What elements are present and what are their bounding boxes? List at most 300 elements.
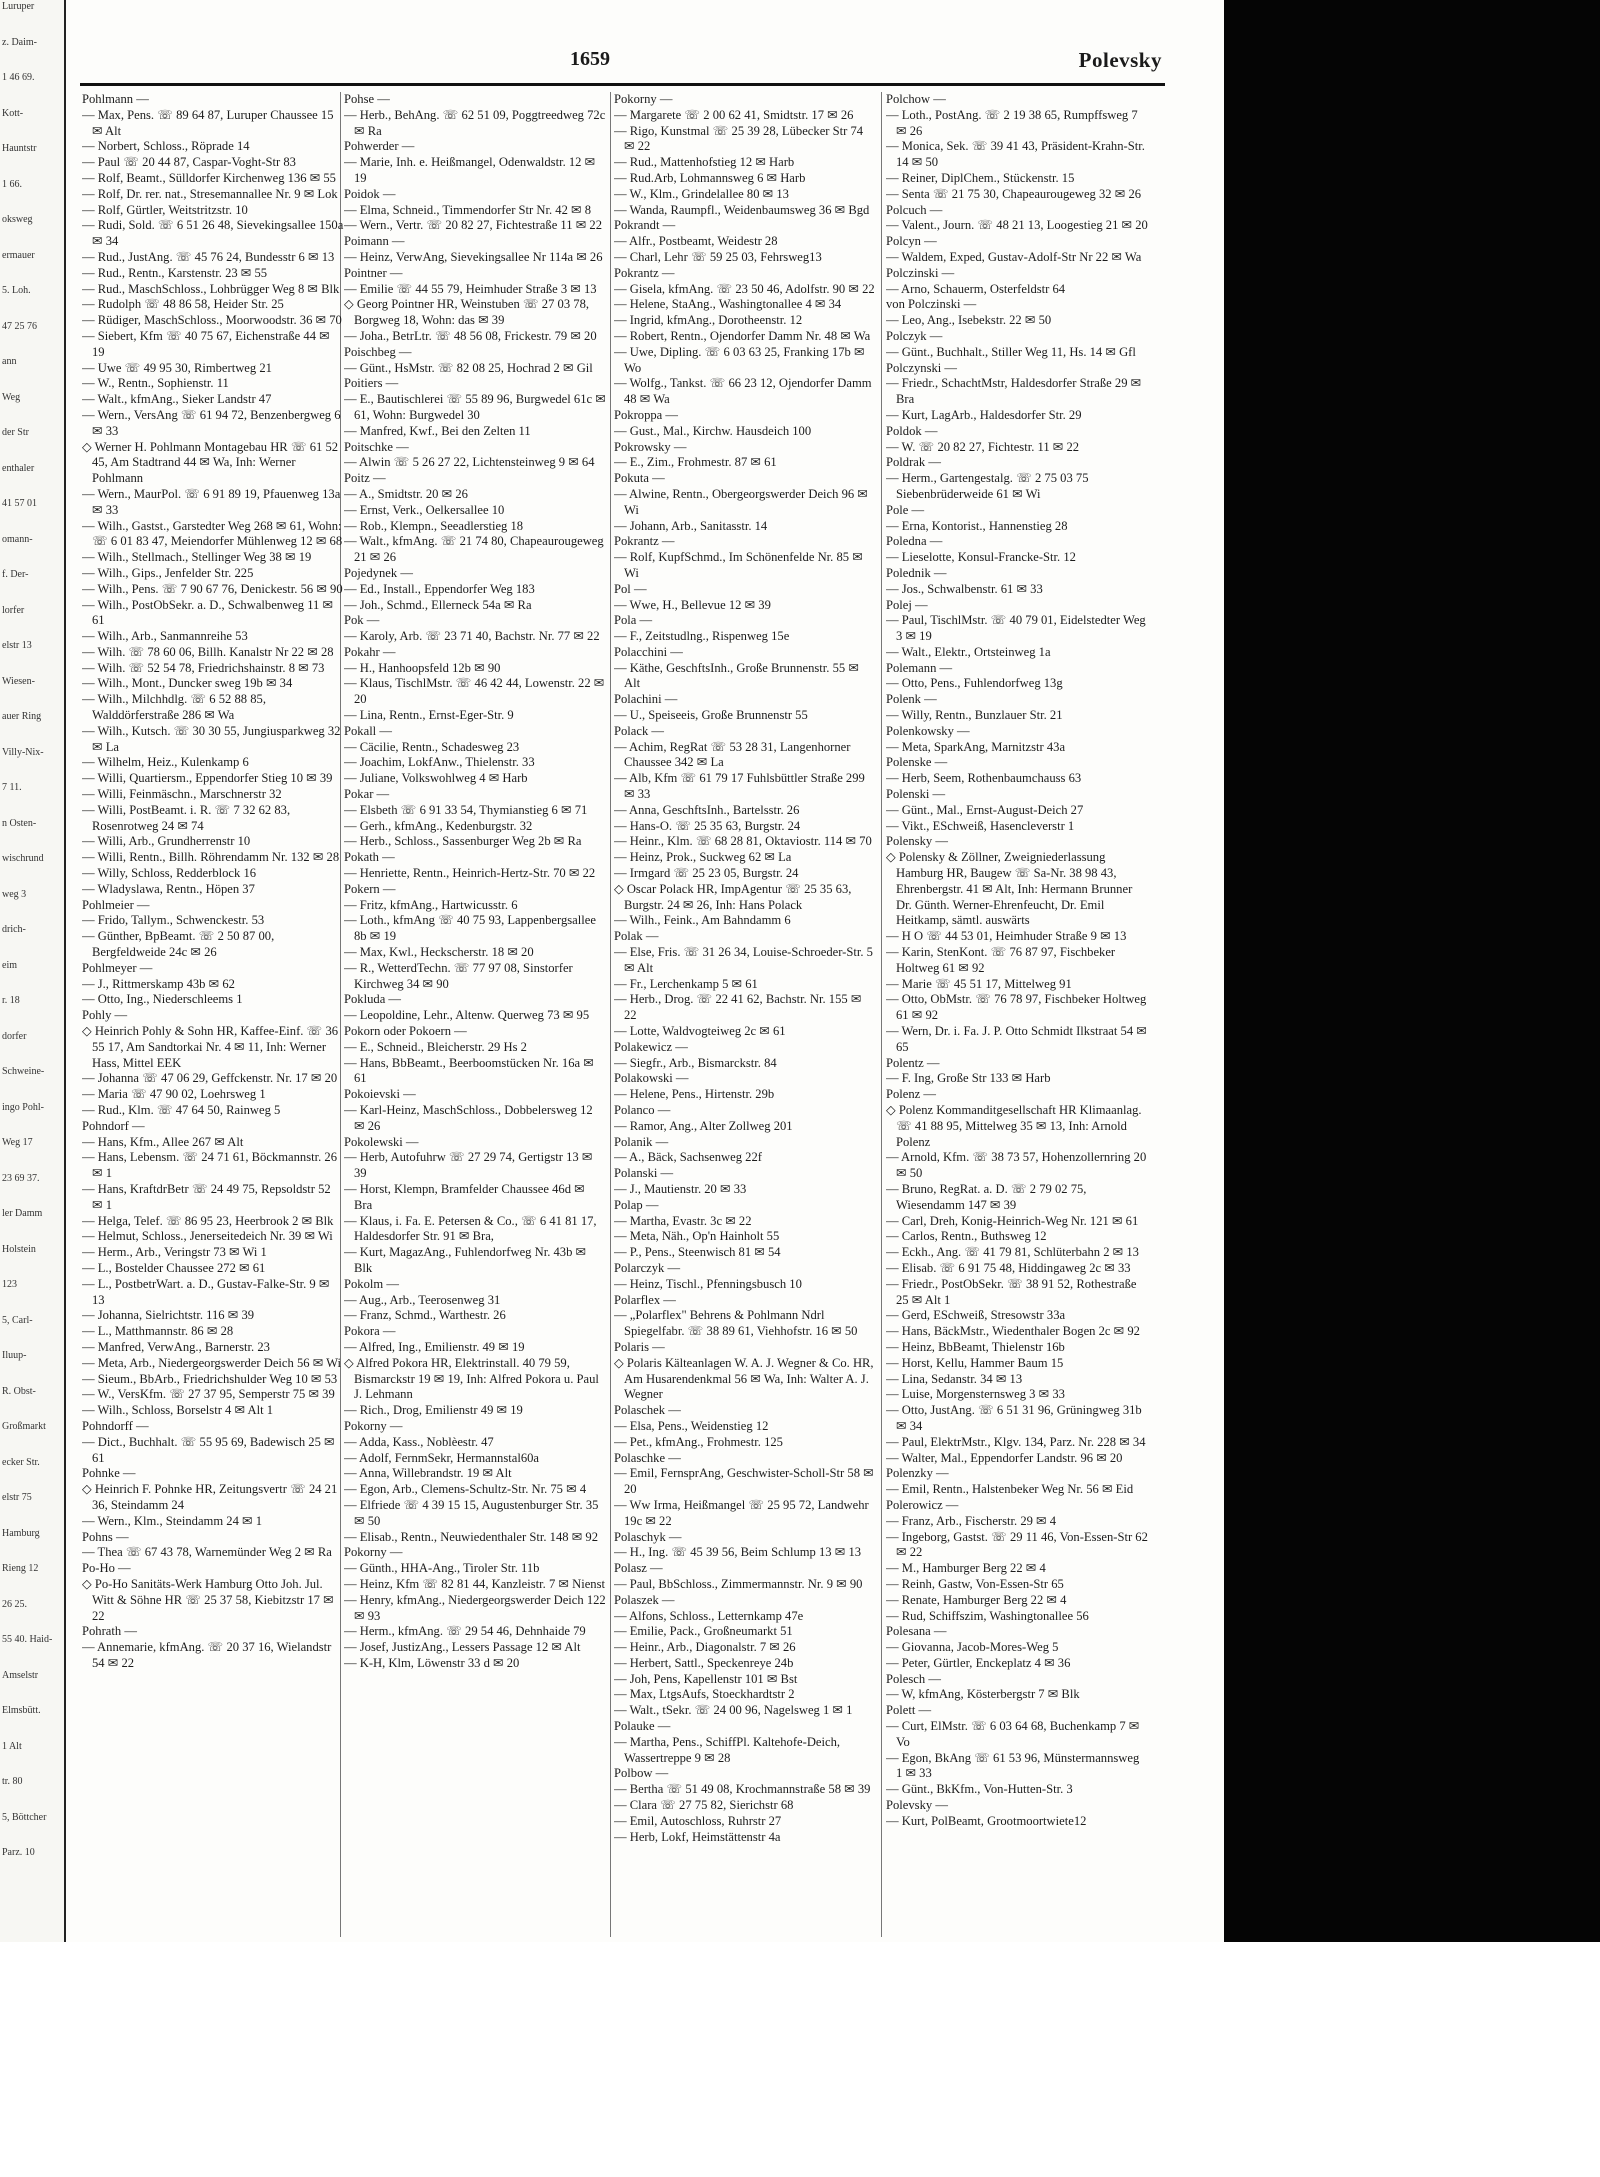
surname-heading: Pokrantz — bbox=[614, 534, 675, 549]
surname-heading: Polak — bbox=[614, 929, 659, 944]
directory-entry: — Wilh., Schloss, Borselstr 4 ✉ Alt 1 bbox=[82, 1403, 274, 1418]
directory-entry: — Curt, ElMstr. ☏ 6 03 64 68, Buchenkamp 7 ✉ Vo bbox=[886, 1719, 1140, 1749]
directory-entry: — Siegfr., Arb., Bismarckstr. 84 bbox=[614, 1055, 777, 1070]
directory-entry: — Otto, Ing., Niederschleems 1 bbox=[82, 992, 243, 1007]
surname-heading: Pol — bbox=[614, 581, 647, 596]
facing-page-fragment: Hauntstr bbox=[2, 143, 37, 154]
directory-entry: — Meta, Näh., Op'n Hainholt 55 bbox=[614, 1229, 780, 1244]
facing-page-fragment: f. Der- bbox=[2, 569, 29, 580]
directory-entry: — Jos., Schwalbenstr. 61 ✉ 33 bbox=[886, 581, 1043, 596]
directory-entry: — Otto, JustAng. ☏ 6 51 31 96, Grüningweg 31b ✉ 34 bbox=[886, 1403, 1142, 1433]
directory-entry: — Klaus, TischlMstr. ☏ 46 42 44, Lowenstr. 22 ✉ 20 bbox=[344, 676, 605, 707]
surname-heading: Polakewicz — bbox=[614, 1039, 688, 1054]
directory-entry: — Eckh., Ang. ☏ 41 79 81, Schlüterbahn 2 ✉ 13 bbox=[886, 1245, 1139, 1260]
directory-entry: ◇ Polenz Kommanditgesellschaft HR Klimaanlag. ☏ 41 88 95, Mittelweg 35 ✉ 13, Inh: Arnold Polenz bbox=[886, 1103, 1142, 1149]
directory-entry: — Rud, Schiffszim, Washingtonallee 56 bbox=[886, 1608, 1089, 1623]
surname-heading: Polakowski — bbox=[614, 1071, 689, 1086]
directory-entry: — Wilh. ☏ 78 60 06, Billh. Kanalstr Nr 22 ✉ 28 bbox=[82, 644, 334, 659]
directory-entry: — E., Zim., Frohmestr. 87 ✉ 61 bbox=[614, 455, 777, 470]
directory-entry: — Günt., HsMstr. ☏ 82 08 25, Hochrad 2 ✉ Gil bbox=[344, 360, 593, 375]
directory-entry: — Gust., Mal., Kirchw. Hausdeich 100 bbox=[614, 423, 812, 438]
facing-page-fragment: weg 3 bbox=[2, 888, 27, 900]
facing-page-fragment: Kott- bbox=[2, 107, 24, 119]
surname-heading: Poledna — bbox=[886, 534, 943, 549]
directory-entry: — Herb., BehAng. ☏ 62 51 09, Poggtreedweg 72c ✉ Ra bbox=[344, 107, 606, 138]
facing-page-fragment: 7 11. bbox=[2, 782, 22, 793]
directory-entry: — Otto, ObMstr. ☏ 76 78 97, Fischbeker Holtweg 61 ✉ 92 bbox=[886, 992, 1147, 1023]
directory-entry: — Friedr., SchachtMstr, Haldesdorfer Straße 29 ✉ Bra bbox=[886, 376, 1142, 407]
directory-entry: — U., Speiseeis, Große Brunnenstr 55 bbox=[614, 708, 808, 723]
directory-entry: — Achim, RegRat ☏ 53 28 31, Langenhorner Chaussee 342 ✉ La bbox=[614, 739, 851, 770]
directory-entry: — Robert, Rentn., Ojendorfer Damm Nr. 48 ✉ Wa bbox=[614, 328, 871, 343]
directory-entry: — Johanna ☏ 47 06 29, Geffckenstr. Nr. 17 ✉ 20 bbox=[82, 1071, 338, 1086]
directory-entry: — Wern., Vertr. ☏ 20 82 27, Fichtestraße 11 ✉ 22 bbox=[344, 218, 603, 233]
directory-entry: — K-H, Klm, Löwenstr 33 d ✉ 20 bbox=[344, 1655, 520, 1670]
directory-entry: — A., Bäck, Sachsenweg 22f bbox=[614, 1150, 762, 1165]
facing-page-fragment: Weg bbox=[2, 391, 21, 403]
directory-entry: — J., Rittmerskamp 43b ✉ 62 bbox=[82, 976, 235, 991]
directory-entry: — Lieselotte, Konsul-Francke-Str. 12 bbox=[886, 550, 1076, 565]
directory-entry: — Hans, Kfm., Allee 267 ✉ Alt bbox=[82, 1134, 244, 1149]
directory-entry: — Herb, Lokf, Heimstättenstr 4a bbox=[614, 1829, 781, 1844]
directory-entry: — Wilh., Gips., Jenfelder Str. 225 bbox=[82, 565, 254, 580]
directory-entry: — Emilie, Pack., Großneumarkt 51 bbox=[614, 1624, 793, 1639]
directory-entry: — Arnold, Kfm. ☏ 38 73 57, Hohenzollernring 20 ✉ 50 bbox=[886, 1150, 1147, 1181]
directory-entry: — Egon, Arb., Clemens-Schultz-Str. Nr. 75 ✉ 4 bbox=[344, 1482, 587, 1497]
directory-entry: — Wwe, H., Bellevue 12 ✉ 39 bbox=[614, 597, 771, 612]
surname-heading: Pojedynek — bbox=[344, 565, 413, 580]
directory-entry: ◇ Polensky & Zöllner, Zweigniederlassung Hamburg HR, Baugew ☏ Sa-Nr. 38 98 43, Ehrenbergstr. 41 ✉ Alt, Inh: Hermann Brunner Dr. Günth. Werner-Ehrenfeucht, Dr. Emil Heitkamp, sämtl. auswärts bbox=[886, 850, 1133, 928]
surname-heading: Pokrandt — bbox=[614, 218, 676, 233]
surname-heading: Pokall — bbox=[344, 723, 392, 738]
facing-page-fragment: Weg 17 bbox=[2, 1137, 33, 1148]
surname-heading: Polacchini — bbox=[614, 644, 683, 659]
surname-heading: Polczinski — bbox=[886, 265, 955, 280]
surname-heading: Pohlmann — bbox=[82, 92, 149, 106]
surname-heading: Pointner — bbox=[344, 265, 403, 280]
directory-entry: — Rolf, KupfSchmd., Im Schönenfelde Nr. 85 ✉ Wi bbox=[614, 550, 863, 580]
surname-heading: Pokahr — bbox=[344, 644, 396, 659]
facing-page-fragment: 55 40. Haid- bbox=[2, 1634, 53, 1645]
directory-column-2 bbox=[344, 92, 606, 1940]
directory-entry: — Herm., Arb., Veringstr 73 ✉ Wi 1 bbox=[82, 1245, 267, 1260]
directory-entry: — Wilh. ☏ 52 54 78, Friedrichshainstr. 8 ✉ 73 bbox=[82, 660, 325, 675]
directory-entry: — Rud., JustAng. ☏ 45 76 24, Bundesstr 6 ✉ 13 bbox=[82, 249, 335, 264]
directory-entry: — Manfred, VerwAng., Barnerstr. 23 bbox=[82, 1339, 270, 1354]
directory-entry: — Cäcilie, Rentn., Schadesweg 23 bbox=[344, 739, 520, 754]
directory-entry: — Adda, Kass., Noblèestr. 47 bbox=[344, 1434, 494, 1449]
directory-entry: — Wanda, Raumpfl., Weidenbaumsweg 36 ✉ Bgd bbox=[614, 202, 870, 217]
directory-entry: — Dict., Buchhalt. ☏ 55 95 69, Badewisch 25 ✉ 61 bbox=[82, 1434, 335, 1465]
facing-page-fragment: 5, Carl- bbox=[2, 1314, 33, 1326]
directory-entry: — Reinh, Gastw, Von-Essen-Str 65 bbox=[886, 1576, 1064, 1591]
directory-entry: ◇ Werner H. Pohlmann Montagebau HR ☏ 61 52 45, Am Stadtrand 44 ✉ Wa, Inh: Werner Pohlmann bbox=[82, 439, 339, 486]
directory-entry: — Monica, Sek. ☏ 39 41 43, Präsident-Krahn-Str. 14 ✉ 50 bbox=[886, 139, 1145, 170]
directory-entry: — Gerd, ESchweiß, Stresowstr 33a bbox=[886, 1308, 1066, 1323]
directory-entry: — Günt., Mal., Ernst-August-Deich 27 bbox=[886, 802, 1084, 817]
surname-heading: Polanik — bbox=[614, 1134, 669, 1149]
directory-entry: — Margarete ☏ 2 00 62 41, Smidtstr. 17 ✉ 26 bbox=[614, 107, 854, 122]
directory-entry: — Elsa, Pens., Weidenstieg 12 bbox=[614, 1418, 769, 1433]
directory-entry: — Helene, Pens., Hirtenstr. 29b bbox=[614, 1087, 775, 1102]
surname-heading: Pokora — bbox=[344, 1324, 396, 1339]
directory-entry: — Hans, BäckMstr., Wiedenthaler Bogen 2c ✉ 92 bbox=[886, 1324, 1140, 1339]
directory-entry: — Kurt, MagazAng., Fuhlendorfweg Nr. 43b ✉ Blk bbox=[344, 1245, 587, 1275]
directory-entry: — Senta ☏ 21 75 30, Chapeaurougeweg 32 ✉ 26 bbox=[886, 186, 1142, 201]
directory-entry: — Herm., kfmAng. ☏ 29 54 46, Dehnhaide 79 bbox=[344, 1624, 586, 1639]
directory-entry: — Else, Fris. ☏ 31 26 34, Louise-Schroeder-Str. 5 ✉ Alt bbox=[614, 945, 873, 975]
column-divider bbox=[610, 92, 611, 1937]
surname-heading: Pokorny — bbox=[344, 1545, 403, 1560]
surname-heading: von Polczinski — bbox=[886, 297, 977, 312]
directory-entry: — Rolf, Beamt., Sülldorfer Kirchenweg 136 ✉ 55 bbox=[82, 170, 336, 185]
facing-page-fragment: tr. 80 bbox=[2, 1776, 23, 1787]
directory-entry: — Elfriede ☏ 4 39 15 15, Augustenburger Str. 35 ✉ 50 bbox=[344, 1497, 599, 1528]
surname-heading: Pohndorf — bbox=[82, 1118, 145, 1133]
directory-entry: — Alfred, Ing., Emilienstr. 49 ✉ 19 bbox=[344, 1339, 525, 1354]
directory-entry: — Günt., Buchhalt., Stiller Weg 11, Hs. 14 ✉ Gfl bbox=[886, 344, 1136, 359]
surname-heading: Polbow — bbox=[614, 1766, 669, 1781]
facing-page-strip bbox=[0, 0, 66, 1942]
directory-entry: — Wilhelm, Heiz., Kulenkamp 6 bbox=[82, 755, 249, 770]
surname-heading: Polaschek — bbox=[614, 1403, 681, 1418]
facing-page-fragment: ler Damm bbox=[2, 1208, 43, 1219]
facing-page-fragment: r. 18 bbox=[2, 995, 20, 1006]
directory-entry: — Luise, Morgensternsweg 3 ✉ 33 bbox=[886, 1387, 1065, 1402]
directory-entry: — Alfons, Schloss., Letternkamp 47e bbox=[614, 1608, 804, 1623]
facing-page-fragment: elstr 75 bbox=[2, 1492, 32, 1503]
directory-entry: — Fr., Lerchenkamp 5 ✉ 61 bbox=[614, 976, 758, 991]
directory-entry: — Franz, Arb., Fischerstr. 29 ✉ 4 bbox=[886, 1513, 1057, 1528]
facing-page-fragment: lorfer bbox=[2, 604, 25, 616]
directory-entry: — Martha, Evastr. 3c ✉ 22 bbox=[614, 1213, 752, 1228]
directory-column-4 bbox=[886, 92, 1148, 1940]
facing-page-fragment: z. Daim- bbox=[2, 36, 37, 48]
page-number: 1659 bbox=[570, 48, 610, 70]
directory-entry: — Valent., Journ. ☏ 48 21 13, Loogestieg 21 ✉ 20 bbox=[886, 218, 1148, 233]
directory-entry: — Charl, Lehr ☏ 59 25 03, Fehrsweg13 bbox=[614, 249, 822, 264]
directory-entry: — Anna, Willebrandstr. 19 ✉ Alt bbox=[344, 1466, 512, 1481]
directory-entry: — Anna, GeschftsInh., Bartelsstr. 26 bbox=[614, 802, 800, 817]
directory-entry: — Fritz, kfmAng., Hartwicusstr. 6 bbox=[344, 897, 518, 912]
facing-page-fragment: R. Obst- bbox=[2, 1385, 36, 1397]
directory-entry: — Max, LtgsAufs, Stoeckhardtstr 2 bbox=[614, 1687, 795, 1702]
surname-heading: Poischbeg — bbox=[344, 344, 412, 359]
facing-page-fragment: drich- bbox=[2, 924, 26, 935]
directory-entry: ◇ Alfred Pokora HR, Elektrinstall. 40 79 59, Bismarckstr 19 ✉ 19, Inh: Alfred Pokora u. Paul J. Lehmann bbox=[344, 1355, 599, 1402]
directory-entry: ◇ Po-Ho Sanitäts-Werk Hamburg Otto Joh. Jul. Witt & Söhne HR ☏ 25 37 58, Kiebitzstr 17 ✉ 22 bbox=[82, 1576, 334, 1623]
facing-page-fragment: 1 Alt bbox=[2, 1740, 22, 1752]
directory-entry: ◇ Polaris Kälteanlagen W. A. J. Wegner & Co. HR, Am Husarendenkmal 56 ✉ Wa, Inh: Walter A. J. Wegner bbox=[614, 1355, 874, 1402]
directory-entry: — Heinz, Kfm ☏ 82 81 44, Kanzleistr. 7 ✉ Nienst bbox=[344, 1576, 605, 1591]
directory-entry: — Rüdiger, MaschSchloss., Moorwoodstr. 36 ✉ 70 bbox=[82, 313, 342, 328]
directory-entry: — Carlos, Rentn., Buthsweg 12 bbox=[886, 1229, 1047, 1244]
facing-page-fragment: 123 bbox=[2, 1279, 17, 1290]
directory-entry: — Horst, Klempn, Bramfelder Chaussee 46d ✉ Bra bbox=[344, 1181, 585, 1212]
directory-entry: — Rud., Klm. ☏ 47 64 50, Rainweg 5 bbox=[82, 1103, 281, 1117]
surname-heading: Polauke — bbox=[614, 1719, 671, 1734]
facing-page-fragment: 41 57 01 bbox=[2, 498, 37, 509]
directory-entry: — Hans, KraftdrBetr ☏ 24 49 75, Repsoldstr 52 ✉ 1 bbox=[82, 1181, 331, 1212]
directory-entry: — Joh, Pens, Kapellenstr 101 ✉ Bst bbox=[614, 1671, 798, 1686]
directory-entry: — W. ☏ 20 82 27, Fichtestr. 11 ✉ 22 bbox=[886, 439, 1080, 454]
directory-entry: — Kurt, LagArb., Haldesdorfer Str. 29 bbox=[886, 407, 1082, 422]
directory-entry: — Frido, Tallym., Schwenckestr. 53 bbox=[82, 913, 265, 928]
surname-heading: Pohwerder — bbox=[344, 139, 415, 154]
directory-entry: — Hans-O. ☏ 25 35 63, Burgstr. 24 bbox=[614, 818, 801, 833]
surname-heading: Polasz — bbox=[614, 1561, 663, 1576]
directory-entry: — Karl-Heinz, MaschSchloss., Dobbelersweg 12 ✉ 26 bbox=[344, 1103, 593, 1133]
directory-entry: — Wilh., Milchhdlg. ☏ 6 52 88 85, Walddörferstraße 286 ✉ Wa bbox=[82, 692, 266, 723]
directory-entry: — Wern., VersAng ☏ 61 94 72, Benzenbergweg 6 ✉ 33 bbox=[82, 407, 341, 438]
directory-entry: — H., Hanhoopsfeld 12b ✉ 90 bbox=[344, 660, 501, 675]
directory-entry: — Rud., Mattenhofstieg 12 ✉ Harb bbox=[614, 155, 795, 170]
surname-heading: Pokath — bbox=[344, 850, 395, 865]
directory-entry: — Rud., Rentn., Karstenstr. 23 ✉ 55 bbox=[82, 265, 268, 280]
facing-page-fragment: oksweg bbox=[2, 214, 33, 225]
directory-entry: — Friedr., PostObSekr. ☏ 38 91 52, Rothestraße 25 ✉ Alt 1 bbox=[886, 1276, 1137, 1307]
directory-entry: — P., Pens., Steenwisch 81 ✉ 54 bbox=[614, 1245, 781, 1260]
directory-entry: — Reiner, DiplChem., Stückenstr. 15 bbox=[886, 170, 1075, 185]
directory-entry: — Joachim, LokfAnw., Thielenstr. 33 bbox=[344, 755, 535, 770]
surname-heading: Polednik — bbox=[886, 565, 947, 580]
directory-entry: — A., Smidtstr. 20 ✉ 26 bbox=[344, 486, 468, 501]
directory-entry: — Elsbeth ☏ 6 91 33 54, Thymianstieg 6 ✉ 71 bbox=[344, 802, 588, 817]
surname-heading: Pokrantz — bbox=[614, 265, 675, 280]
facing-page-fragment: n Osten- bbox=[2, 817, 37, 829]
directory-entry: — Willi, Quartiersm., Eppendorfer Stieg 10 ✉ 39 bbox=[82, 771, 333, 786]
directory-entry: — Rob., Klempn., Seeadlerstieg 18 bbox=[344, 518, 524, 533]
directory-entry: — Bruno, RegRat. a. D. ☏ 2 79 02 75, Wiesendamm 147 ✉ 39 bbox=[886, 1181, 1087, 1212]
surname-heading: Polemann — bbox=[886, 660, 953, 675]
directory-entry: — Heinr., Klm. ☏ 68 28 81, Oktaviostr. 114 ✉ 70 bbox=[614, 834, 872, 849]
directory-entry: — Erna, Kontorist., Hannenstieg 28 bbox=[886, 518, 1068, 533]
surname-heading: Pohns — bbox=[82, 1529, 129, 1544]
directory-entry: — Alwin ☏ 5 26 27 22, Lichtensteinweg 9 ✉ 64 bbox=[344, 455, 595, 470]
directory-column-3 bbox=[614, 92, 876, 1940]
directory-entry: — L., Matthmannstr. 86 ✉ 28 bbox=[82, 1324, 234, 1339]
directory-entry: — „Polarflex" Behrens & Pohlmann Ndrl Spiegelfabr. ☏ 38 89 61, Viehhofstr. 16 ✉ 50 bbox=[614, 1308, 858, 1339]
surname-heading: Po-Ho — bbox=[82, 1561, 131, 1576]
directory-entry: — Juliane, Volkswohlweg 4 ✉ Harb bbox=[344, 771, 528, 786]
surname-heading: Pohndorff — bbox=[82, 1418, 149, 1433]
directory-entry: — Wilh., Arb., Sanmannreihe 53 bbox=[82, 629, 248, 644]
directory-entry: — Helene, StaAng., Washingtonallee 4 ✉ 34 bbox=[614, 297, 842, 312]
facing-page-fragment: Villy-Nix- bbox=[2, 746, 44, 758]
directory-entry: — Ingrid, kfmAng., Dorotheenstr. 12 bbox=[614, 313, 803, 328]
directory-entry: — Rolf, Gürtler, Weitstritzstr. 10 bbox=[82, 202, 248, 217]
directory-entry: — Johanna, Sielrichtstr. 116 ✉ 39 bbox=[82, 1308, 255, 1323]
directory-entry: — L., Bostelder Chaussee 272 ✉ 61 bbox=[82, 1260, 266, 1275]
surname-heading: Poitiers — bbox=[344, 376, 399, 391]
directory-entry: — Wilh., Stellmach., Stellinger Weg 38 ✉ 19 bbox=[82, 550, 312, 565]
directory-entry: — Wilh., Gastst., Garstedter Weg 268 ✉ 61, Wohn: ☏ 6 01 83 47, Meiendorfer Mühlenweg 12 ✉ 68 bbox=[82, 518, 343, 549]
directory-entry: — W, kfmAng, Kösterbergstr 7 ✉ Blk bbox=[886, 1687, 1080, 1702]
directory-entry: — E., Bautischlerei ☏ 55 89 96, Burgwedel 61c ✉ 61, Wohn: Burgwedel 30 bbox=[344, 392, 606, 422]
directory-entry: — Herb., Drog. ☏ 22 41 62, Bachstr. Nr. 155 ✉ 22 bbox=[614, 992, 862, 1023]
directory-entry: — Emilie ☏ 44 55 79, Heimhuder Straße 3 ✉ 13 bbox=[344, 281, 597, 296]
directory-entry: — Elma, Schneid., Timmendorfer Str Nr. 42 ✉ 8 bbox=[344, 202, 592, 217]
surname-heading: Polenk — bbox=[886, 692, 937, 707]
facing-page-fragment: Rieng 12 bbox=[2, 1563, 39, 1574]
directory-entry: — Pet., kfmAng., Frohmestr. 125 bbox=[614, 1434, 783, 1449]
directory-entry: — Marie, Inh. e. Heißmangel, Odenwaldstr. 12 ✉ 19 bbox=[344, 155, 596, 185]
directory-entry: — Paul ☏ 20 44 87, Caspar-Voght-Str 83 bbox=[82, 155, 296, 170]
surname-heading: Polensky — bbox=[886, 834, 948, 849]
directory-entry: — Loth., kfmAng ☏ 40 75 93, Lappenbergsallee 8b ✉ 19 bbox=[344, 913, 596, 944]
directory-entry: — Elisab., Rentn., Neuwiedenthaler Str. 148 ✉ 92 bbox=[344, 1529, 598, 1544]
surname-heading: Pokrowsky — bbox=[614, 439, 687, 454]
directory-entry: — Heinz, Tischl., Pfenningsbusch 10 bbox=[614, 1276, 802, 1291]
surname-heading: Polenski — bbox=[886, 787, 946, 802]
facing-page-fragment: 23 69 37. bbox=[2, 1172, 40, 1184]
surname-heading: Polarczyk — bbox=[614, 1260, 681, 1275]
directory-entry: — Emil, Rentn., Halstenbeker Weg Nr. 56 ✉ Eid bbox=[886, 1482, 1134, 1497]
directory-entry: — Walt., kfmAng. ☏ 21 74 80, Chapeaurougeweg 21 ✉ 26 bbox=[344, 534, 604, 565]
facing-page-fragment: dorfer bbox=[2, 1030, 27, 1042]
facing-page-fragment: Elmsbütt. bbox=[2, 1705, 41, 1716]
surname-heading: Polczyk — bbox=[886, 328, 943, 343]
directory-entry: — Alb, Kfm ☏ 61 79 17 Fuhlsbüttler Straße 299 ✉ 33 bbox=[614, 771, 865, 802]
directory-entry: — Annemarie, kfmAng. ☏ 20 37 16, Wielandstr 54 ✉ 22 bbox=[82, 1640, 332, 1670]
directory-entry: — Manfred, Kwf., Bei den Zelten 11 bbox=[344, 423, 531, 438]
directory-entry: — Helmut, Schloss., Jenerseitedeich Nr. 39 ✉ Wi bbox=[82, 1229, 333, 1244]
directory-entry: — Giovanna, Jacob-Mores-Weg 5 bbox=[886, 1640, 1059, 1655]
directory-entry: — Irmgard ☏ 25 23 05, Burgstr. 24 bbox=[614, 866, 799, 881]
directory-entry: — Leopoldine, Lehr., Altenw. Querweg 73 ✉ 95 bbox=[344, 1008, 590, 1023]
directory-entry: — Wern., Klm., Steindamm 24 ✉ 1 bbox=[82, 1513, 263, 1528]
directory-entry: — Günth., HHA-Ang., Tiroler Str. 11b bbox=[344, 1561, 540, 1576]
directory-entry: — Meta, SparkAng, Marnitzstr 43a bbox=[886, 739, 1066, 754]
directory-entry: — Walt., kfmAng., Sieker Landstr 47 bbox=[82, 392, 272, 407]
surname-heading: Pokorny — bbox=[344, 1418, 403, 1433]
surname-heading: Pokluda — bbox=[344, 992, 402, 1007]
facing-page-fragment: Amselstr bbox=[2, 1669, 39, 1681]
directory-entry: ◇ Georg Pointner HR, Weinstuben ☏ 27 03 78, Borgweg 18, Wohn: das ✉ 39 bbox=[344, 297, 590, 328]
directory-entry: — Herb., Schloss., Sassenburger Weg 2b ✉ Ra bbox=[344, 834, 582, 849]
directory-entry: — Henriette, Rentn., Heinrich-Hertz-Str. 70 ✉ 22 bbox=[344, 866, 596, 881]
directory-entry: — Ww Irma, Heißmangel ☏ 25 95 72, Landwehr 19c ✉ 22 bbox=[614, 1497, 869, 1528]
directory-entry: — Helga, Telef. ☏ 86 95 23, Heerbrook 2 ✉ Blk bbox=[82, 1213, 334, 1228]
directory-entry: — Ed., Install., Eppendorfer Weg 183 bbox=[344, 581, 535, 596]
directory-entry: — Ramor, Ang., Alter Zollweg 201 bbox=[614, 1118, 793, 1133]
directory-entry: — Waldem, Exped, Gustav-Adolf-Str Nr 22 ✉ Wa bbox=[886, 249, 1142, 264]
directory-entry: — Lina, Sedanstr. 34 ✉ 13 bbox=[886, 1371, 1023, 1386]
surname-heading: Polachini — bbox=[614, 692, 678, 707]
surname-heading: Pola — bbox=[614, 613, 653, 628]
surname-heading: Pokorny — bbox=[614, 92, 673, 106]
directory-entry: — Uwe, Dipling. ☏ 6 03 63 25, Franking 17b ✉ Wo bbox=[614, 344, 865, 375]
directory-entry: — Franz, Schmd., Warthestr. 26 bbox=[344, 1308, 506, 1323]
directory-entry: — Meta, Arb., Niedergeorgswerder Deich 56 ✉ Wi bbox=[82, 1355, 342, 1370]
directory-entry: — Aug., Arb., Teerosenweg 31 bbox=[344, 1292, 501, 1307]
surname-heading: Poitz — bbox=[344, 471, 386, 486]
directory-entry: — Willy, Rentn., Bunzlauer Str. 21 bbox=[886, 708, 1063, 723]
surname-heading: Pole — bbox=[886, 502, 925, 517]
facing-page-fragment: Holstein bbox=[2, 1243, 36, 1255]
directory-entry: ◇ Oscar Polack HR, ImpAgentur ☏ 25 35 63, Burgstr. 24 ✉ 26, Inh: Hans Polack bbox=[614, 881, 852, 912]
directory-entry: — W., Rentn., Sophienstr. 11 bbox=[82, 376, 229, 391]
directory-entry: — Heinz, VerwAng, Sievekingsallee Nr 114a ✉ 26 bbox=[344, 249, 603, 264]
surname-heading: Polaris — bbox=[614, 1339, 665, 1354]
directory-entry: — Adolf, FernmSekr, Hermannstal60a bbox=[344, 1450, 540, 1465]
directory-entry: — Peter, Gürtler, Enckeplatz 4 ✉ 36 bbox=[886, 1655, 1071, 1670]
directory-entry: ◇ Heinrich Pohly & Sohn HR, Kaffee-Einf. ☏ 36 55 17, Am Sandtorkai Nr. 4 ✉ 11, Inh: Werner Hass, Mittel EEK bbox=[82, 1024, 339, 1070]
facing-page-fragment: Schweine- bbox=[2, 1066, 45, 1077]
directory-entry: — Leo, Ang., Isebekstr. 22 ✉ 50 bbox=[886, 313, 1052, 328]
surname-heading: Pokorn oder Pokoern — bbox=[344, 1024, 467, 1039]
directory-entry: — Egon, BkAng ☏ 61 53 96, Münstermannsweg 1 ✉ 33 bbox=[886, 1750, 1140, 1781]
facing-page-fragment: 5. Loh. bbox=[2, 285, 31, 296]
facing-page-fragment: Hamburg bbox=[2, 1527, 40, 1539]
surname-heading: Polaschke — bbox=[614, 1450, 681, 1465]
surname-heading: Polett — bbox=[886, 1703, 932, 1718]
directory-entry: — Günt., BkKfm., Von-Hutten-Str. 3 bbox=[886, 1782, 1073, 1797]
directory-entry: — Elisab. ☏ 6 91 75 48, Hiddingaweg 2c ✉ 33 bbox=[886, 1260, 1131, 1275]
directory-entry: — Wern, Dr. i. Fa. J. P. Otto Schmidt Ilkstraat 54 ✉ 65 bbox=[886, 1024, 1147, 1054]
directory-entry: — Emil, Autoschloss, Ruhrstr 27 bbox=[614, 1813, 782, 1828]
directory-entry: — E., Schneid., Bleicherstr. 29 Hs 2 bbox=[344, 1039, 527, 1054]
directory-entry: — Wilh., Kutsch. ☏ 30 30 55, Jungiusparkweg 32 ✉ La bbox=[82, 723, 341, 754]
surname-heading: Pohnke — bbox=[82, 1466, 136, 1481]
surname-heading: Pokolewski — bbox=[344, 1134, 419, 1149]
directory-entry: — Alwine, Rentn., Obergeorgswerder Deich 96 ✉ Wi bbox=[614, 486, 868, 517]
directory-entry: — Walter, Mal., Eppendorfer Landstr. 96 ✉ 20 bbox=[886, 1450, 1123, 1465]
surname-heading: Polenzky — bbox=[886, 1466, 949, 1481]
surname-heading: Pokern — bbox=[344, 881, 396, 896]
surname-heading: Pohlmeyer — bbox=[82, 960, 153, 975]
facing-page-fragment: wischrund bbox=[2, 853, 44, 864]
header-rule bbox=[80, 83, 1165, 86]
surname-heading: Polczynski — bbox=[886, 360, 958, 375]
directory-entry: — Uwe ☏ 49 95 30, Rimbertweg 21 bbox=[82, 360, 272, 375]
surname-heading: Pohly — bbox=[82, 1008, 128, 1023]
directory-entry: — Rigo, Kunstmal ☏ 25 39 28, Lübecker Str 74 ✉ 22 bbox=[614, 123, 864, 154]
surname-heading: Pok — bbox=[344, 613, 380, 628]
directory-entry: — Heinr., Arb., Diagonalstr. 7 ✉ 26 bbox=[614, 1640, 796, 1655]
directory-entry: — Ingeborg, Gastst. ☏ 29 11 46, Von-Essen-Str 62 ✉ 22 bbox=[886, 1529, 1148, 1560]
directory-entry: — Käthe, GeschftsInh., Große Brunnenstr. 55 ✉ Alt bbox=[614, 660, 859, 691]
column-divider bbox=[881, 92, 882, 1937]
surname-heading: Poidok — bbox=[344, 186, 396, 201]
directory-entry: — Vikt., ESchweiß, Hasencleverstr 1 bbox=[886, 818, 1075, 833]
surname-heading: Pohlmeier — bbox=[82, 897, 150, 912]
surname-heading: Polenkowsky — bbox=[886, 723, 970, 738]
surname-heading: Polevsky — bbox=[886, 1798, 948, 1813]
facing-page-fragment: omann- bbox=[2, 533, 33, 545]
directory-entry: — Herb, Seem, Rothenbaumchauss 63 bbox=[886, 771, 1082, 786]
facing-page-fragment: 26 25. bbox=[2, 1598, 27, 1610]
directory-entry: — Loth., PostAng. ☏ 2 19 38 65, Rumpffsweg 7 ✉ 26 bbox=[886, 107, 1138, 138]
facing-page-fragment: auer Ring bbox=[2, 711, 42, 722]
facing-page-fragment: der Str bbox=[2, 427, 29, 438]
surname-heading: Polanco — bbox=[614, 1103, 671, 1117]
directory-entry: — Wern., MaurPol. ☏ 6 91 89 19, Pfauenweg 13a ✉ 33 bbox=[82, 486, 341, 517]
directory-entry: — Josef, JustizAng., Lessers Passage 12 ✉ Alt bbox=[344, 1640, 581, 1655]
directory-entry: — Kurt, PolBeamt, Grootmoortwiete12 bbox=[886, 1813, 1087, 1828]
directory-entry: — Joh., Schmd., Ellerneck 54a ✉ Ra bbox=[344, 597, 532, 612]
directory-entry: — Herb, Autofuhrw ☏ 27 29 74, Gertigstr 13 ✉ 39 bbox=[344, 1150, 593, 1181]
directory-entry: — Johann, Arb., Sanitasstr. 14 bbox=[614, 518, 768, 533]
directory-entry: — Max, Kwl., Heckscherstr. 18 ✉ 20 bbox=[344, 945, 534, 960]
directory-entry: — Sieum., BbArb., Friedrichshulder Weg 10 ✉ 53 bbox=[82, 1371, 338, 1386]
directory-entry: — W., VersKfm. ☏ 27 37 95, Semperstr 75 ✉ 39 bbox=[82, 1387, 335, 1402]
facing-page-fragment: eim bbox=[2, 959, 17, 971]
directory-entry: — W., Klm., Grindelallee 80 ✉ 13 bbox=[614, 186, 789, 201]
surname-heading: Polesana — bbox=[886, 1624, 947, 1639]
directory-entry: — Gisela, kfmAng. ☏ 23 50 46, Adolfstr. 90 ✉ 22 bbox=[614, 281, 875, 296]
facing-page-fragment: Parz. 10 bbox=[2, 1847, 35, 1858]
